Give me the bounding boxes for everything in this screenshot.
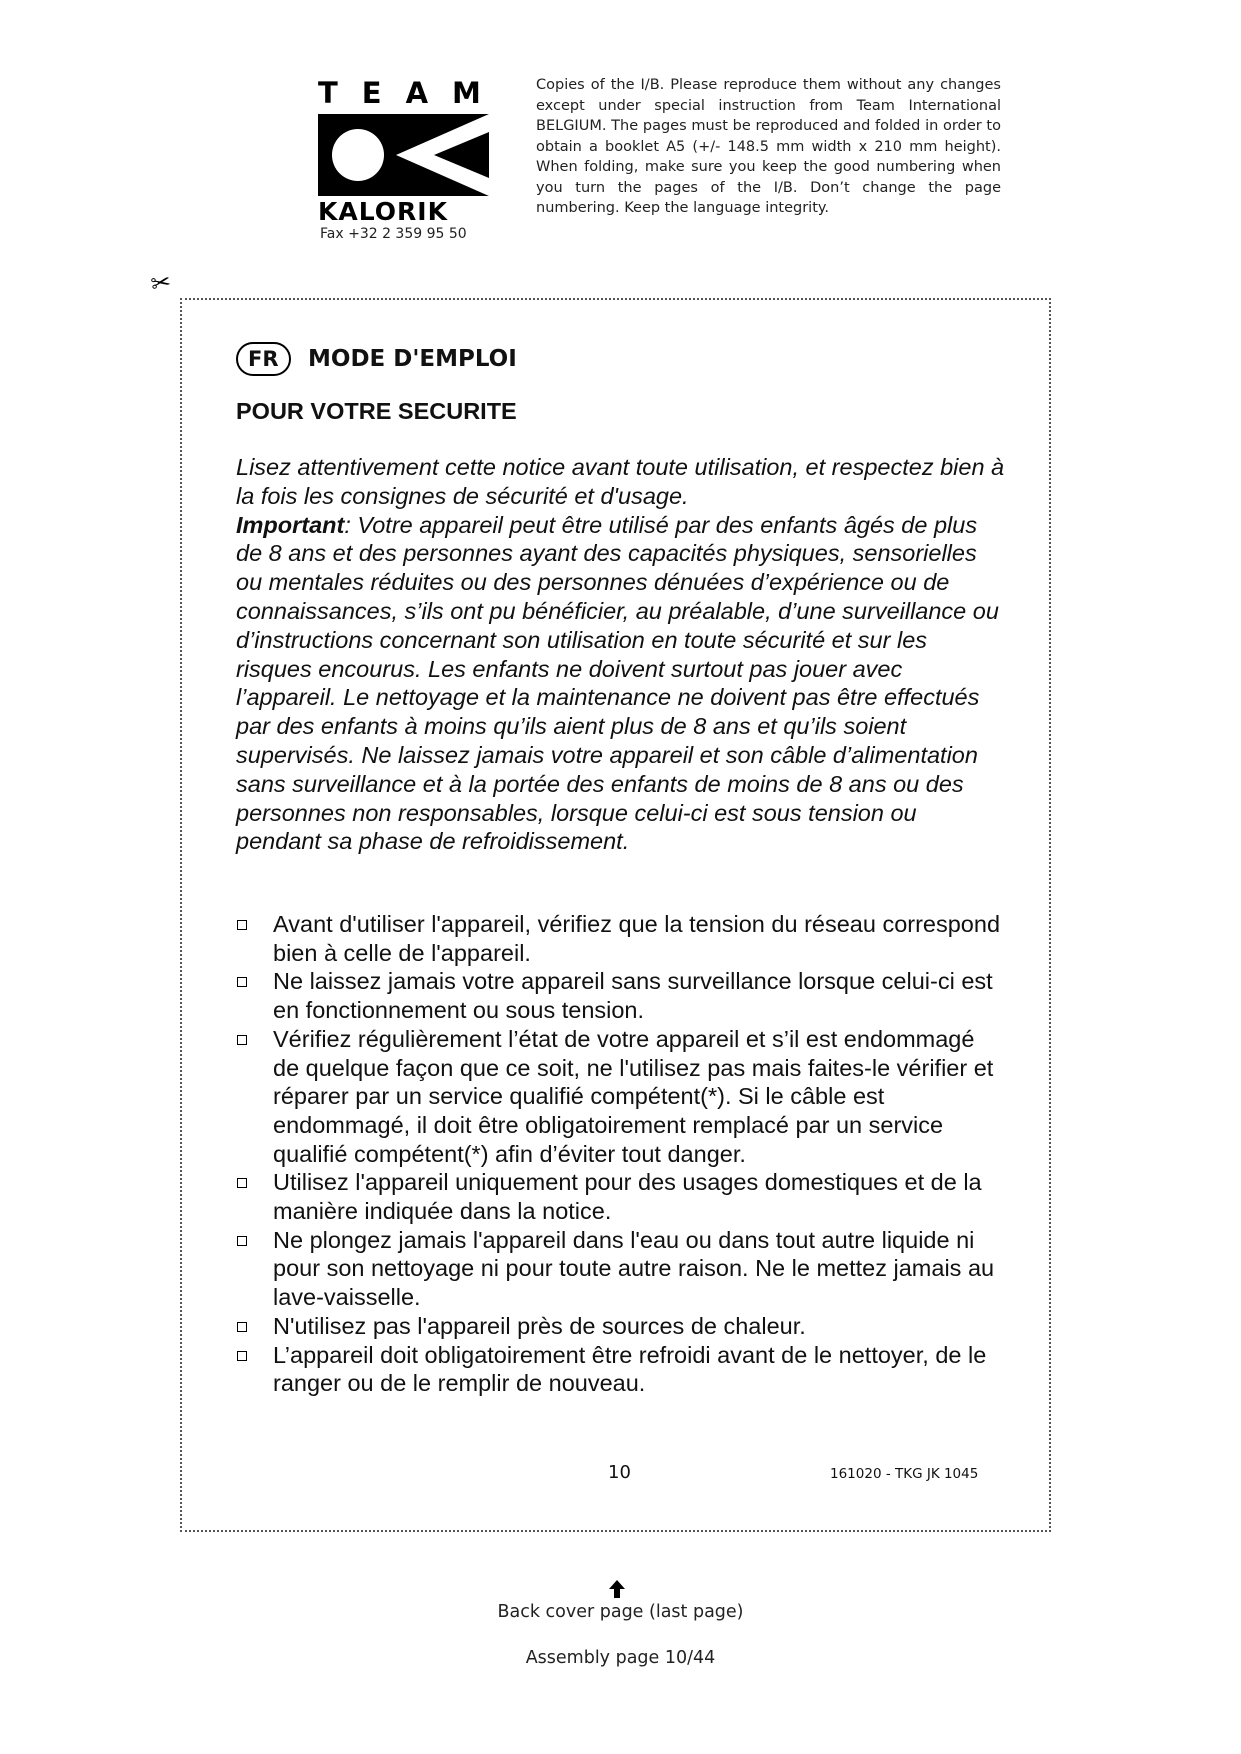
back-cover-label: Back cover page (last page)	[497, 1602, 744, 1622]
safety-list	[236, 910, 1006, 1398]
list-item	[236, 1168, 1006, 1225]
list-item-text: N'utilisez pas l'appareil près de sources de chaleur.	[273, 1312, 806, 1339]
kalorik-logo	[318, 76, 505, 226]
important-text: : Votre appareil peut être utilisé par des enfants âgés de plus de 8 ans et des personnes ayant des capacités physiques, sensorielles ou mentales réduites ou des personnes dénuées d’expérience ou de connaissances, s’ils ont pu bénéficier, au préalable, d’une surveillance ou d’instructions concernant son utilisation en toute sécurité et sur les risques encourus. Les enfants ne doivent surtout pas jouer avec l’appareil. Le nettoyage et la maintenance ne doivent pas être effectués par des enfants à moins qu’ils aient plus de 8 ans et qu’ils soient supervisés. Ne laissez jamais votre appareil et son câble d’alimentation sans surveillance et à la portée des enfants de moins de 8 ans ou des personnes non responsables, lorsque celui-ci est sous tension ou pendant sa phase de refroidissement.	[236, 511, 999, 855]
fax-number: Fax +32 2 359 95 50	[320, 226, 467, 242]
important-label: Important	[236, 511, 345, 538]
checkbox-bullet-icon	[237, 977, 247, 987]
list-item-text: L’appareil doit obligatoirement être refroidi avant de le nettoyer, de le ranger ou de le remplir de nouveau.	[273, 1341, 987, 1397]
list-item-text: Ne plongez jamais l'appareil dans l'eau ou dans tout autre liquide ni pour son nettoyage ni pour toute autre raison. Ne le mettez jamais au lave-vaisselle.	[273, 1226, 995, 1311]
list-item	[236, 967, 1006, 1024]
assembly-page-label: Assembly page 10/44	[525, 1648, 716, 1668]
list-item	[236, 1341, 1006, 1398]
intro-paragraph: Lisez attentivement cette notice avant toute utilisation, et respectez bien à la fois les consignes de sécurité et d'usage.	[236, 454, 1005, 509]
up-arrow-icon	[609, 1580, 625, 1598]
logo-team-text: TEAM	[318, 76, 505, 110]
checkbox-bullet-icon	[237, 1178, 247, 1188]
checkbox-bullet-icon	[237, 1322, 247, 1332]
list-item-text: Avant d'utiliser l'appareil, vérifiez que la tension du réseau correspond bien à celle de l'appareil.	[273, 911, 1001, 966]
list-item-text: Ne laissez jamais votre appareil sans surveillance lorsque celui-ci est en fonctionnement ou sous tension.	[273, 968, 993, 1024]
list-item-text: Vérifiez régulièrement l’état de votre appareil et s’il est endommagé de quelque façon que ce soit, ne l'utilisez pas mais faites-le vérifier et réparer par un service qualifié compétent(*). Si le câble est endommagé, il doit être obligatoirement remplacé par un service qualifié compétent(*) afin d’éviter tout danger.	[273, 1025, 994, 1167]
list-item-text: Utilisez l'appareil uniquement pour des usages domestiques et de la manière indiquée dans la notice.	[273, 1169, 982, 1225]
list-item	[236, 1312, 1006, 1341]
language-badge: FR	[236, 342, 291, 376]
scissors-icon: ✂	[148, 268, 174, 299]
logo-brand-text: KALORIK	[318, 197, 448, 226]
copy-instructions: Copies of the I/B. Please reproduce them without any changes except under special instruction from Team International BELGIUM. The pages must be reproduced and folded in order to obtain a booklet A5 (+/- 148.5 mm width x 210 mm height). When folding, make sure you keep the good numbering when you turn the pages of the I/B. Don’t change the page numbering. Keep the language integrity.	[536, 77, 1001, 216]
list-item	[236, 910, 1006, 967]
document-code: 161020 - TKG JK 1045	[830, 1466, 979, 1482]
checkbox-bullet-icon	[237, 1236, 247, 1246]
checkbox-bullet-icon	[237, 920, 247, 930]
important-paragraph	[236, 511, 1006, 857]
list-item	[236, 1226, 1006, 1312]
checkbox-bullet-icon	[237, 1351, 247, 1361]
list-item	[236, 1025, 1006, 1169]
logo-mark-icon	[318, 114, 489, 196]
checkbox-bullet-icon	[237, 1035, 247, 1045]
section-heading: POUR VOTRE SECURITE	[236, 398, 517, 424]
page-number: 10	[608, 1462, 631, 1483]
page-title: MODE D'EMPLOI	[308, 346, 517, 372]
safety-intro	[236, 453, 1006, 856]
